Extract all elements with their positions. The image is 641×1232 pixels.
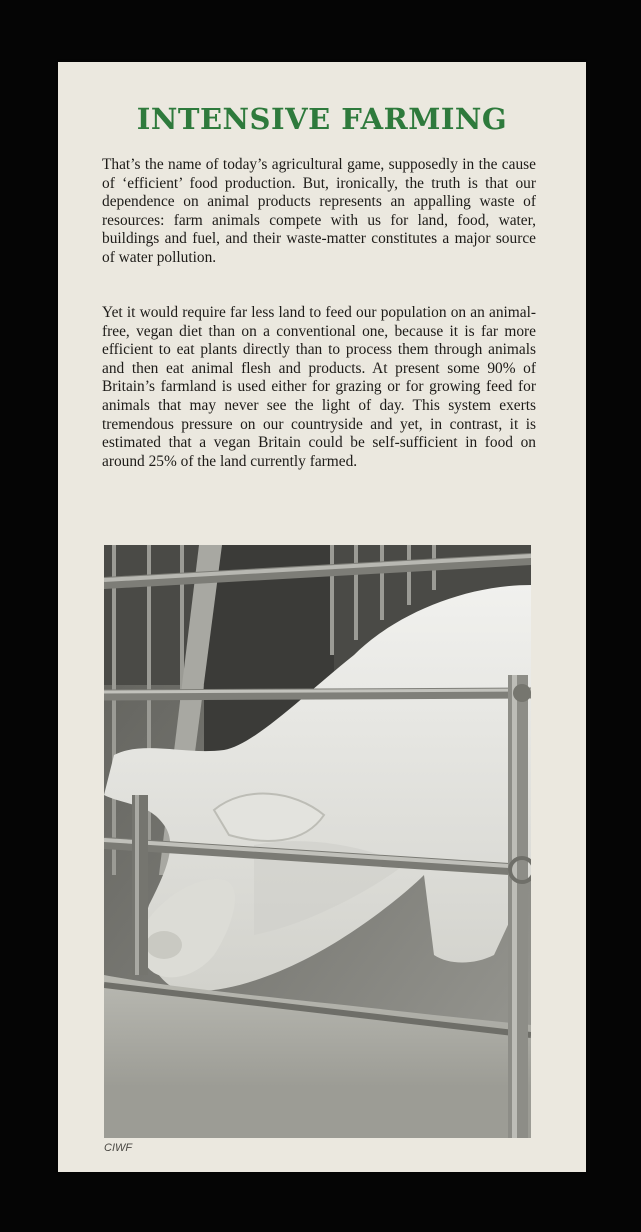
leaflet-page (58, 62, 586, 1172)
paragraph-land-use: Yet it would require far less land to feed our population on an animal-free, vegan diet than on a conventional one, because it is far more efficient to eat plants directly than to process them through animals and then eat animal flesh and products. At present some 90% of Britain’s farmland is used either for grazing or for growing feed for animals that may never see the light of day. This system exerts tremendous pressure on our countryside and yet, in contrast, it is estimated that a vegan Britain could be self-sufficient in food on around 25% of the land currently farmed. (102, 304, 536, 470)
paragraph-intro: That’s the name of today’s agricultural game, supposedly in the cause of ‘efficient’ food production. But, ironically, the truth is that our dependence on animal products represents an appalling waste of resources: farm animals compete with us for land, food, water, buildings and fuel, and their waste-matter constitutes a major source of water pollution. (102, 156, 536, 266)
sow-in-crate-photo (104, 545, 531, 1138)
photo-credit: CIWF (104, 1142, 133, 1154)
leaflet-title: INTENSIVE FARMING (136, 102, 508, 136)
photo-illustration (104, 545, 531, 1138)
